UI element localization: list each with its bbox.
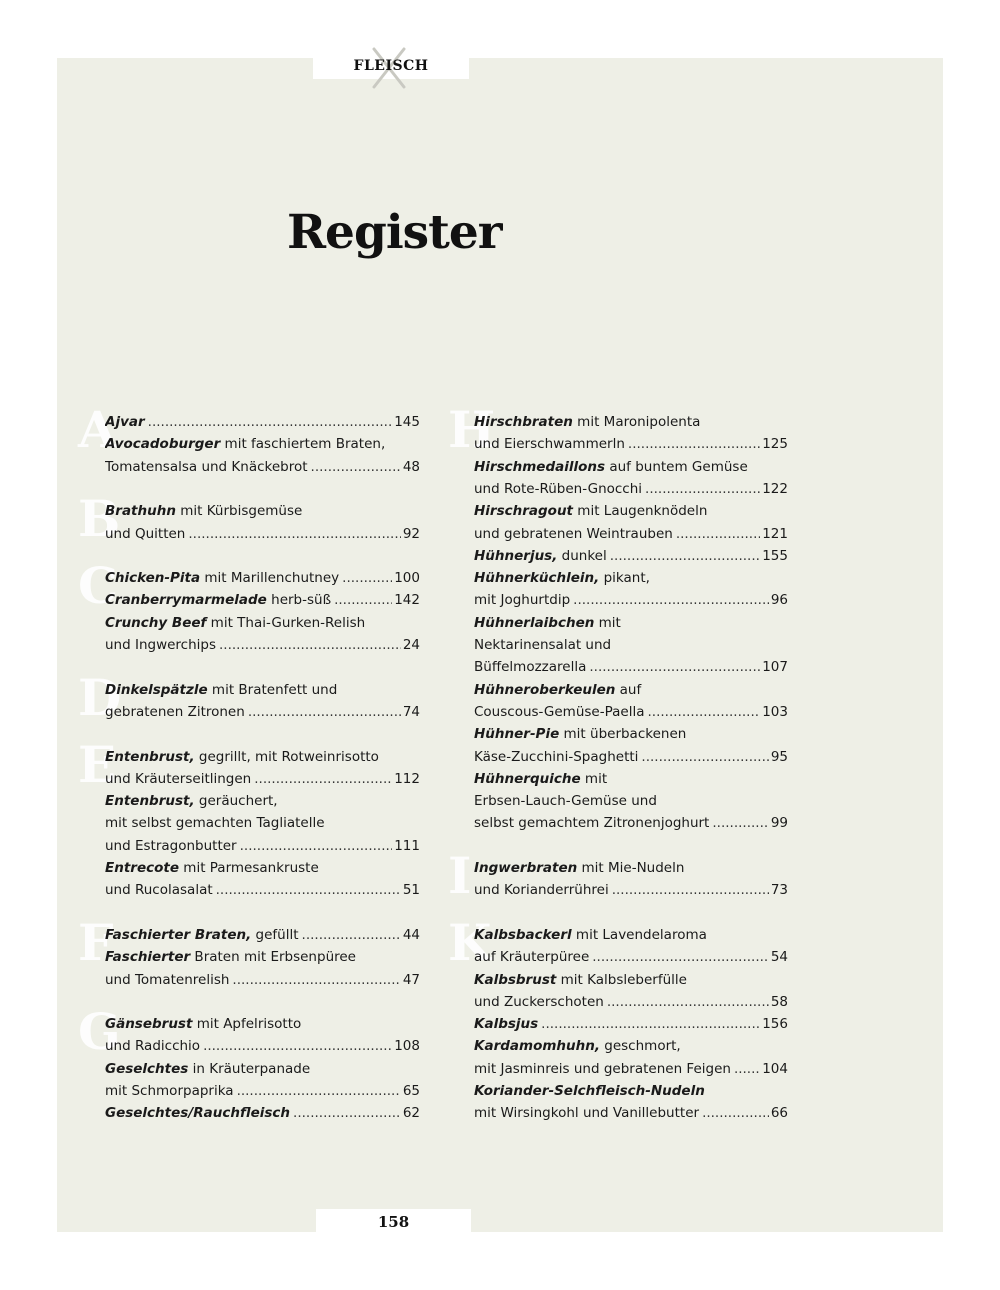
entry-page-number: 112 [394, 770, 420, 787]
entry-text: herb-süß [266, 592, 332, 609]
entry-keyword: Koriander-Selchfleisch-Nudeln [474, 1083, 705, 1099]
index-entry [474, 567, 788, 589]
entry-text: pikant, [599, 570, 650, 587]
entry-text: und Zuckerschoten [474, 993, 604, 1010]
entry-page-number: 142 [394, 592, 420, 609]
entry-text: auf Kräuterpüree [474, 949, 590, 966]
entry-page-number: 122 [762, 480, 788, 497]
entry-text: mit Kürbisgemüse [175, 503, 303, 520]
entry-page-number: 47 [402, 971, 420, 988]
entry-text: mit Mie-Nudeln [577, 860, 685, 876]
entry-page-number: 145 [394, 414, 420, 430]
entry-page-number: 74 [402, 703, 420, 720]
leader-dots [541, 1013, 760, 1035]
entry-text: dunkel [557, 547, 607, 564]
index-entry [474, 1035, 788, 1057]
entry-keyword: Cranberrymarmelade [105, 592, 267, 609]
index-entry [474, 433, 788, 455]
index-entry [474, 991, 788, 1013]
index-entry [474, 612, 788, 634]
entry-text: und Tomatenrelish [105, 971, 230, 988]
section-letter-h: H [448, 400, 496, 459]
entry-text: in Kräuterpanade [188, 1060, 311, 1077]
entry-page-number: 54 [770, 949, 788, 966]
entry-page-number: 156 [762, 1016, 788, 1033]
index-entry [474, 879, 788, 901]
entry-text: gebratenen Zitronen [105, 703, 245, 720]
entry-text: Käse-Zucchini-Spaghetti [474, 748, 639, 765]
index-entry [474, 857, 788, 879]
entry-keyword: Hühnerjus, [474, 547, 558, 564]
section-letter-i: I [448, 846, 472, 905]
index-entry [474, 589, 788, 611]
entry-text: und gebratenen Weintrauben [474, 525, 673, 542]
index-entry [474, 1102, 788, 1124]
index-entry [474, 969, 788, 991]
leader-dots [645, 478, 760, 500]
entry-text: Erbsen-Lauch-Gemüse und [474, 793, 657, 810]
entry-page-number: 65 [402, 1083, 420, 1099]
index-entry [474, 723, 788, 745]
entry-page-number: 96 [770, 592, 788, 609]
leader-dots [712, 812, 768, 834]
leader-dots [612, 879, 769, 901]
entry-text: und Rote-Rüben-Gnocchi [474, 480, 643, 497]
section-letter-f: F [78, 912, 114, 972]
entry-text: mit Kalbsleberfülle [556, 971, 687, 988]
section-letter-g: G [78, 1002, 121, 1062]
entry-page-number: 125 [762, 436, 788, 453]
entry-text: und Ingwerchips [105, 637, 217, 653]
leader-dots [610, 545, 760, 567]
index-entry [474, 812, 788, 834]
entry-text: mit selbst gemachten Tagliatelle [105, 815, 325, 832]
entry-text: Braten mit Erbsenpüree [190, 949, 356, 966]
entry-text: mit [594, 614, 621, 631]
entry-page-number: 62 [402, 1105, 420, 1122]
index-entry [474, 523, 788, 545]
index-entry [474, 1013, 788, 1035]
leader-dots [641, 746, 768, 768]
entry-text: und Quitten [105, 525, 186, 542]
entry-text: Couscous-Gemüse-Paella [474, 703, 645, 720]
index-entry [474, 456, 788, 478]
entry-page-number: 108 [394, 1038, 420, 1055]
entry-text: mit Parmesankruste [179, 860, 319, 876]
entry-text: mit Wirsingkohl und Vanillebutter [474, 1105, 700, 1122]
entry-page-number: 73 [770, 882, 788, 899]
entry-text: und Radicchio [105, 1038, 201, 1055]
entry-text: auf buntem Gemüse [605, 458, 748, 475]
section-letter-b: B [78, 489, 121, 549]
entry-text: mit Apfelrisotto [192, 1016, 302, 1033]
entry-keyword: Kalbsbrust [474, 971, 557, 988]
entry-keyword: Kardamomhuhn, [474, 1038, 600, 1055]
entry-text: Büffelmozzarella [474, 659, 587, 676]
entry-text: geschmort, [599, 1038, 681, 1055]
entry-keyword: Ingwerbraten [474, 860, 578, 876]
entry-keyword: Crunchy Beef [105, 614, 207, 631]
entry-page-number: 44 [402, 926, 420, 943]
index-entry [474, 701, 788, 723]
entry-page-number: 111 [394, 837, 420, 854]
entry-text: Nektarinensalat und [474, 637, 612, 653]
entry-keyword: Avocadoburger [105, 436, 221, 453]
entry-keyword: Geselchtes [105, 1060, 189, 1077]
entry-keyword: Hirschbraten [474, 414, 573, 430]
entry-page-number: 103 [762, 703, 788, 720]
entry-keyword: Hühner-Pie [474, 726, 560, 743]
entry-keyword: Entrecote [105, 860, 179, 876]
leader-dots [592, 946, 769, 968]
entry-text: mit [580, 770, 608, 787]
index-entry [474, 1080, 788, 1102]
entry-page-number: 92 [402, 525, 420, 542]
index-entry [474, 679, 788, 701]
entry-keyword: Hühnerquiche [474, 770, 581, 787]
entry-keyword: Hirschragout [474, 503, 574, 520]
entry-page-number: 51 [402, 882, 420, 899]
section-letter-a: A [78, 400, 117, 459]
entry-keyword: Ajvar [105, 414, 145, 430]
entry-text: geräuchert, [194, 793, 278, 810]
leader-dots [607, 991, 769, 1013]
entry-keyword: Hühnerküchlein, [474, 570, 600, 587]
entry-text: mit Schmorpaprika [105, 1083, 234, 1099]
section-letter-d: D [78, 667, 122, 727]
entry-text: mit überbackenen [559, 726, 687, 743]
entry-text: mit Maronipolenta [572, 414, 701, 430]
section-letter-e: E [78, 734, 117, 794]
page-number: 158 [377, 1213, 410, 1231]
section-letter-c: C [78, 556, 118, 616]
entry-text: mit Joghurtdip [474, 592, 571, 609]
index-entry [474, 946, 788, 968]
entry-text: mit Bratenfett und [207, 681, 338, 698]
entry-page-number: 99 [770, 815, 788, 832]
entry-text: und Korianderrührei [474, 882, 609, 899]
index-entry [474, 746, 788, 768]
index-entry [474, 1058, 788, 1080]
entry-text: und Kräuterseitlingen [105, 770, 252, 787]
entry-keyword: Kalbsjus [474, 1016, 539, 1033]
entry-page-number: 121 [762, 525, 788, 542]
section-letter-k: K [448, 912, 492, 972]
leader-dots [589, 656, 760, 678]
entry-page-number: 66 [770, 1105, 788, 1122]
entry-text: mit Thai-Gurken-Relish [206, 614, 366, 631]
index-entry [474, 634, 788, 656]
entry-text: mit faschiertem Braten, [220, 436, 386, 453]
entry-keyword: Hühnerlaibchen [474, 614, 595, 631]
entry-text: und Estragonbutter [105, 837, 237, 854]
chapter-label: FLEISCH [353, 58, 429, 74]
entry-text: mit Laugenknödeln [573, 503, 708, 520]
entry-text: mit Jasminreis und gebratenen Feigen [474, 1060, 731, 1077]
index-entry [474, 411, 788, 433]
entry-keyword: Brathuhn [105, 503, 176, 520]
entry-keyword: Gänsebrust [105, 1016, 193, 1033]
entry-text: gefüllt [251, 926, 299, 943]
entry-keyword: Dinkelspätzle [105, 681, 208, 698]
leader-dots [647, 701, 760, 723]
entry-keyword: Hühneroberkeulen [474, 681, 616, 698]
leader-dots [573, 589, 769, 611]
entry-keyword: Chicken-Pita [105, 570, 201, 587]
entry-page-number: 155 [762, 547, 788, 564]
leader-dots [628, 433, 760, 455]
entry-text: mit Lavendelaroma [571, 926, 707, 943]
entry-keyword: Geselchtes/Rauchfleisch [105, 1105, 291, 1122]
entry-page-number: 100 [394, 570, 420, 587]
entry-keyword: Hirschmedaillons [474, 458, 606, 475]
index-entry [474, 656, 788, 678]
index-entry [474, 500, 788, 522]
leader-dots [702, 1102, 769, 1124]
entry-keyword: Entenbrust, [105, 793, 195, 810]
entry-text: und Rucolasalat [105, 882, 213, 899]
entry-page-number: 107 [762, 659, 788, 676]
index-entry [474, 478, 788, 500]
entry-keyword: Kalbsbackerl [474, 926, 572, 943]
entry-page-number: 95 [770, 748, 788, 765]
index-entry [474, 790, 788, 812]
entry-text: selbst gemachtem Zitronenjoghurt [474, 815, 710, 832]
entry-text: gegrillt, mit Rotweinrisotto [194, 748, 379, 765]
index-entry [474, 545, 788, 567]
entry-page-number: 58 [770, 993, 788, 1010]
entry-text: mit Marillenchutney [200, 570, 340, 587]
entry-page-number: 24 [402, 637, 420, 653]
entry-keyword: Faschierter [105, 949, 191, 966]
entry-keyword: Entenbrust, [105, 748, 195, 765]
entry-text: und Eierschwammerln [474, 436, 625, 453]
page-title: Register [287, 205, 502, 260]
entry-text: Tomatensalsa und Knäckebrot [105, 458, 308, 475]
entry-page-number: 104 [762, 1060, 788, 1077]
index-entry [474, 924, 788, 946]
leader-dots [676, 523, 760, 545]
entry-page-number: 48 [402, 458, 420, 475]
leader-dots [734, 1058, 760, 1080]
index-entry [474, 768, 788, 790]
entry-text: auf [615, 681, 642, 698]
entry-keyword: Faschierter Braten, [105, 926, 252, 943]
